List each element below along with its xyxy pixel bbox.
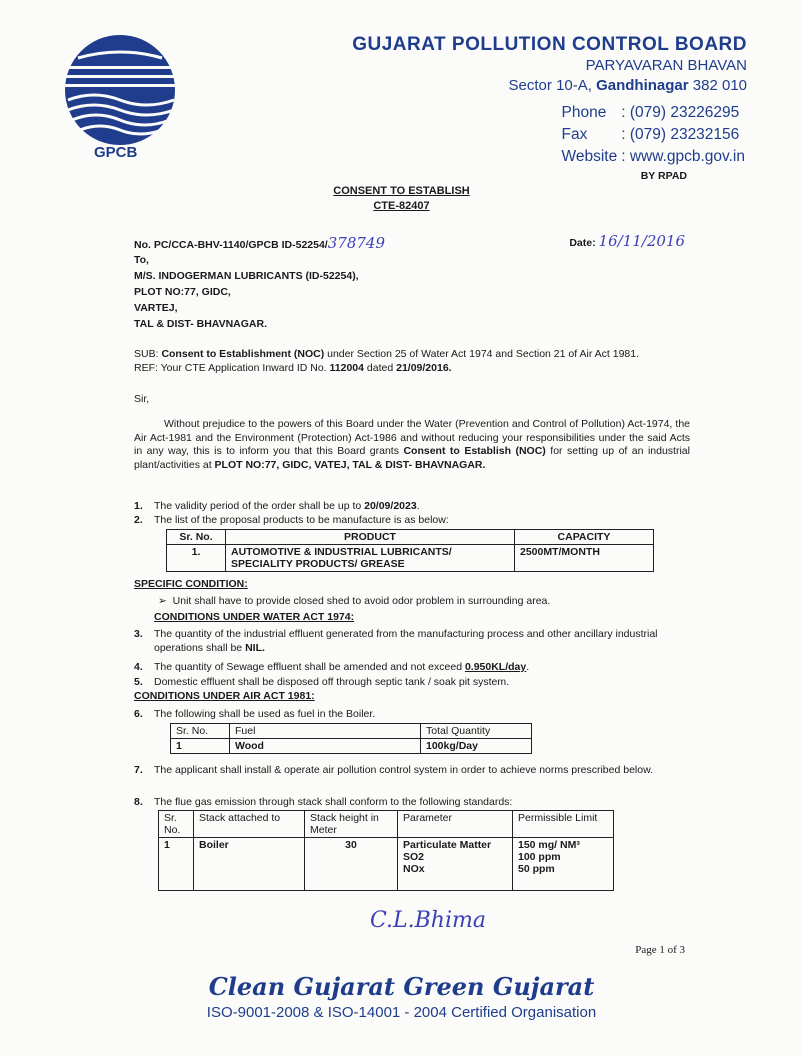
subject-line: SUB: Consent to Establishment (NOC) under Section 25 of Water Act 1974 and Section 21 of Air Act 1981. [134,348,640,360]
item-stack: The flue gas emission through stack shall conform to the following standards: [154,796,513,808]
contact-row-phone: Phone : (079) 23226295 [561,104,740,121]
item-sewage: The quantity of Sewage effluent shall be amended and not exceed 0.950KL/day. [154,661,530,673]
iso-certification: ISO-9001-2008 & ISO-14001 - 2004 Certified Organisation [206,1004,597,1021]
item-number: 2. [134,514,143,526]
reference-number: No. PC/CCA-BHV-1140/GPCB ID-52254/378749 [134,234,385,252]
page-number: Page 1 of 3 [635,944,685,956]
logo-label: GPCB [94,144,138,161]
org-header [352,34,747,96]
document-title: CONSENT TO ESTABLISH CTE-82407 [0,184,803,214]
handwritten-date: 16/11/2016 [598,232,685,250]
item-validity: The validity period of the order shall be up to 20/09/2023. [154,500,420,512]
specific-condition: ➢ Unit shall have to provide closed shed to avoid odor problem in surrounding area. [158,595,551,607]
footer-slogan: Clean Gujarat Green Gujarat [208,972,595,1001]
table-header: PRODUCT [226,530,515,545]
org-address: Sector 10-A, Gandhinagar 382 010 [508,77,747,94]
product-table [166,529,654,572]
fuel-table [170,723,532,754]
salutation: Sir, [134,393,150,405]
water-act-heading: CONDITIONS UNDER WATER ACT 1974: [154,611,355,623]
arrow-bullet-icon: ➢ [158,595,167,607]
table-header: Permissible Limit [513,811,614,838]
table-header: CAPACITY [515,530,654,545]
dispatch-mode: BY RPAD [640,170,687,182]
stack-table [158,810,614,891]
main-paragraph: Without prejudice to the powers of this Board under the Water (Prevention and Control of Pollution) Act-1974, the Air Act-1981 and the Environment (Protection) Act-1986 and without reducing your responsibilities under the said Acts in any way, this is to inform you that this Board grants Consent to Establish (NOC) for setting up of an industrial plant/activities at PLOT NO:77, GIDC, VATEJ, TAL & DIST- BHAVNAGAR. [134,418,690,471]
item-number: 3. [134,628,143,640]
gpcb-logo [58,28,188,168]
item-products: The list of the proposal products to be manufacture is as below: [154,514,449,526]
contact-block [560,102,748,168]
handwritten-ref: 378749 [327,234,385,252]
table-row: 1 Boiler 30 Particulate Matter SO2 NOx 150 mg/ NM³ 100 ppm 50 ppm [159,838,614,891]
document-date: Date: 16/11/2016 [569,232,685,250]
item-apcs: The applicant shall install & operate air pollution control system in order to achieve norms prescribed below. [154,764,654,776]
specific-condition-heading: SPECIFIC CONDITION: [134,578,248,590]
item-number: 7. [134,764,143,776]
item-number: 6. [134,708,143,720]
item-fuel: The following shall be used as fuel in the Boiler. [154,708,376,720]
table-header: Stack attached to [194,811,305,838]
item-number: 4. [134,661,143,673]
org-name: GUJARAT POLLUTION CONTROL BOARD [352,34,747,55]
table-row: 1. AUTOMOTIVE & INDUSTRIAL LUBRICANTS/ SPECIALITY PRODUCTS/ GREASE 2500MT/MONTH [167,545,654,572]
signature: C.L.Bhima [370,908,486,933]
addressee-block: To, M/S. INDOGERMAN LUBRICANTS (ID-52254), PLOT NO:77, GIDC, VARTEJ, TAL & DIST- BHAVNAGAR. [134,254,359,330]
cte-number: CTE-82407 [373,200,430,212]
table-header: Sr. No. [167,530,226,545]
table-header: Parameter [398,811,513,838]
table-header: Fuel [230,724,421,739]
table-header: Total Quantity [421,724,532,739]
table-row: 1 Wood 100kg/Day [171,739,532,754]
table-header: Stack height in Meter [305,811,398,838]
subject-block [134,348,694,407]
item-number: 8. [134,796,143,808]
item-effluent: The quantity of the industrial effluent generated from the manufacturing process and other ancillary industrial operations shall be NIL. [154,628,658,654]
item-number: 1. [134,500,143,512]
reference-line: REF: Your CTE Application Inward ID No. 112004 dated 21/09/2016. [134,361,452,374]
item-number: 5. [134,676,143,688]
table-header: Sr. No. [171,724,230,739]
table-header: Sr. No. [159,811,194,838]
contact-row-fax: Fax : (079) 23232156 [561,126,740,143]
air-act-heading: CONDITIONS UNDER AIR ACT 1981: [134,690,315,702]
item-domestic-effluent: Domestic effluent shall be disposed off through septic tank / soak pit system. [154,676,510,688]
contact-row-website: Website : www.gpcb.gov.in [561,148,745,165]
org-building: PARYAVARAN BHAVAN [585,57,747,74]
